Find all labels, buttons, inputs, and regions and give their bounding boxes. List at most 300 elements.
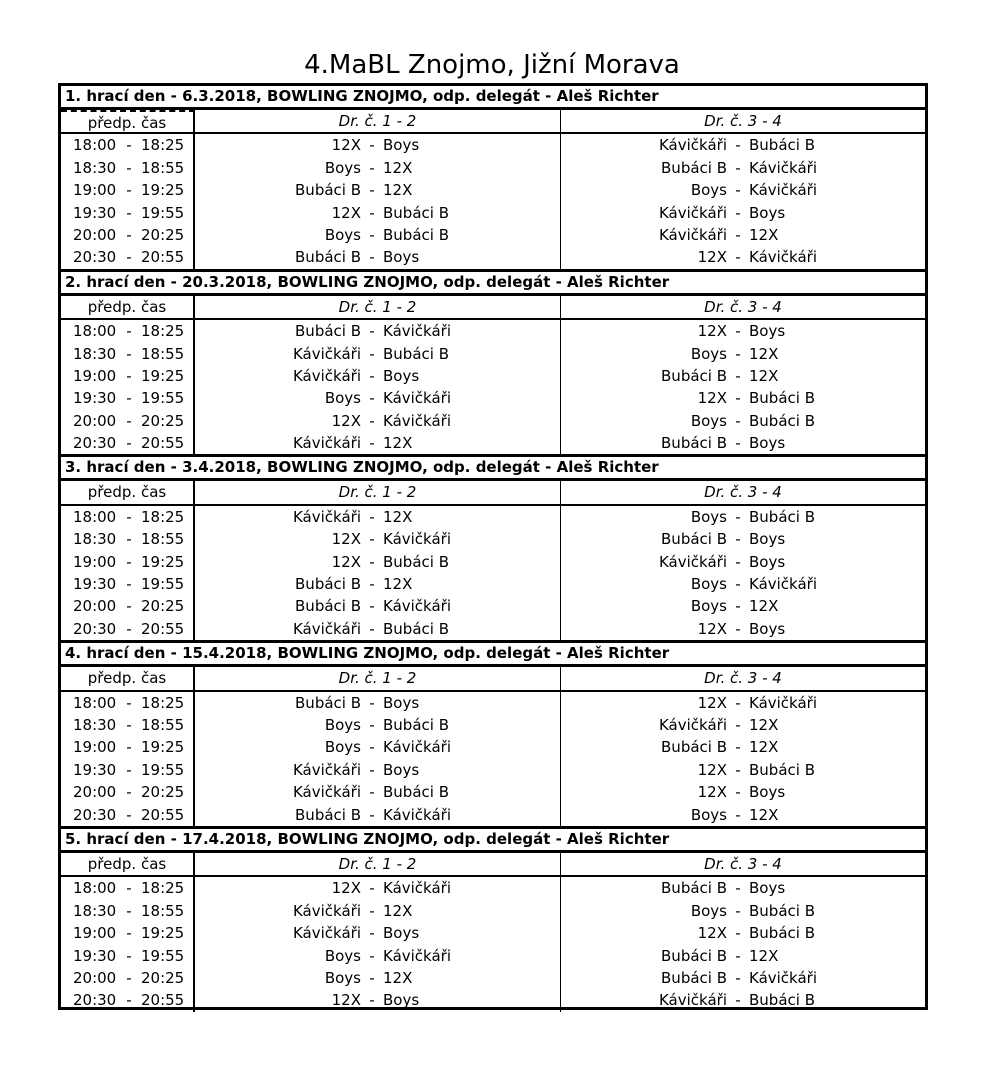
versus-separator: - <box>735 760 741 779</box>
start-time: 19:00 <box>73 366 117 385</box>
column-header-row <box>61 481 925 505</box>
lane-1-2-match <box>195 551 561 573</box>
start-time: 18:00 <box>73 693 117 712</box>
lane-3-4-match <box>561 365 925 387</box>
versus-separator: - <box>369 805 375 824</box>
home-team: Boys <box>324 968 361 987</box>
match-row <box>61 736 925 758</box>
home-team: 12X <box>697 760 727 779</box>
end-time: 19:55 <box>141 760 185 779</box>
time-separator: - <box>126 366 132 385</box>
end-time: 19:25 <box>141 738 185 757</box>
home-team: Kávičkáři <box>658 552 727 571</box>
versus-separator: - <box>735 552 741 571</box>
home-team: Boys <box>324 715 361 734</box>
lane-1-2-match <box>195 877 561 899</box>
lane-1-2-match <box>195 410 561 432</box>
time-cell <box>61 967 195 989</box>
start-time: 18:00 <box>73 879 117 898</box>
lane-3-4-match <box>561 804 925 826</box>
home-team: Boys <box>690 575 727 594</box>
match-row <box>61 343 925 365</box>
lane-3-4-match <box>561 759 925 781</box>
column-header-lane-3-4: Dr. č. 3 - 4 <box>704 297 782 316</box>
versus-separator: - <box>735 181 741 200</box>
day-block <box>61 269 925 455</box>
time-cell <box>61 922 195 944</box>
time-separator: - <box>126 619 132 638</box>
away-team: Boys <box>749 552 786 571</box>
match-row <box>61 595 925 617</box>
start-time: 20:00 <box>73 783 117 802</box>
away-team: Bubáci B <box>383 715 449 734</box>
home-team: Bubáci B <box>295 322 361 341</box>
match-row <box>61 157 925 179</box>
lane-1-2-match <box>195 804 561 826</box>
home-team: 12X <box>697 389 727 408</box>
home-team: Kávičkáři <box>292 344 361 363</box>
home-team: Kávičkáři <box>658 225 727 244</box>
away-team: Kávičkáři <box>749 968 818 987</box>
away-team: 12X <box>749 366 779 385</box>
versus-separator: - <box>369 530 375 549</box>
time-cell <box>61 246 195 268</box>
time-separator: - <box>126 552 132 571</box>
versus-separator: - <box>369 693 375 712</box>
match-row <box>61 989 925 1011</box>
column-header-lane-1-2: Dr. č. 1 - 2 <box>195 296 561 318</box>
away-team: Bubáci B <box>749 136 815 155</box>
versus-separator: - <box>369 946 375 965</box>
time-cell <box>61 781 195 803</box>
start-time: 19:30 <box>73 946 117 965</box>
time-cell <box>61 528 195 550</box>
time-separator: - <box>126 203 132 222</box>
match-row <box>61 551 925 573</box>
lane-3-4-match <box>561 714 925 736</box>
match-row <box>61 573 925 595</box>
match-row <box>61 945 925 967</box>
time-cell <box>61 320 195 342</box>
time-cell <box>61 551 195 573</box>
start-time: 20:00 <box>73 597 117 616</box>
end-time: 20:25 <box>141 783 185 802</box>
versus-separator: - <box>369 181 375 200</box>
away-team: Kávičkáři <box>383 738 452 757</box>
lane-3-4-match <box>561 618 925 640</box>
versus-separator: - <box>735 158 741 177</box>
home-team: Boys <box>690 507 727 526</box>
column-header-time: předp. čas <box>61 481 195 503</box>
away-team: Kávičkáři <box>383 805 452 824</box>
start-time: 18:30 <box>73 158 117 177</box>
match-row <box>61 714 925 736</box>
versus-separator: - <box>735 411 741 430</box>
versus-separator: - <box>735 597 741 616</box>
start-time: 18:30 <box>73 530 117 549</box>
match-row <box>61 528 925 550</box>
end-time: 19:55 <box>141 389 185 408</box>
start-time: 18:00 <box>73 136 117 155</box>
lane-1-2-match <box>195 692 561 714</box>
start-time: 19:00 <box>73 924 117 943</box>
versus-separator: - <box>735 203 741 222</box>
lane-1-2-match <box>195 900 561 922</box>
time-separator: - <box>126 879 132 898</box>
end-time: 20:25 <box>141 411 185 430</box>
home-team: Bubáci B <box>295 248 361 267</box>
versus-separator: - <box>735 136 741 155</box>
lane-3-4-match <box>561 989 925 1011</box>
end-time: 18:55 <box>141 901 185 920</box>
page-title: 4.MaBL Znojmo, Jižní Morava <box>304 50 680 80</box>
column-header-lane-3-4: Dr. č. 3 - 4 <box>704 669 782 688</box>
versus-separator: - <box>735 805 741 824</box>
match-row <box>61 320 925 342</box>
away-team: Boys <box>383 693 420 712</box>
time-cell <box>61 410 195 432</box>
column-header-row <box>61 110 925 134</box>
time-cell <box>61 387 195 409</box>
away-team: 12X <box>749 715 779 734</box>
away-team: 12X <box>383 575 413 594</box>
match-row <box>61 246 925 268</box>
match-row <box>61 877 925 899</box>
time-separator: - <box>126 248 132 267</box>
away-team: Bubáci B <box>749 991 815 1010</box>
home-team: Bubáci B <box>661 434 727 453</box>
start-time: 20:00 <box>73 968 117 987</box>
home-team: Boys <box>324 738 361 757</box>
match-row <box>61 387 925 409</box>
away-team: Bubáci B <box>749 389 815 408</box>
match-row <box>61 781 925 803</box>
versus-separator: - <box>735 991 741 1010</box>
versus-separator: - <box>369 322 375 341</box>
home-team: Kávičkáři <box>658 991 727 1010</box>
start-time: 20:30 <box>73 619 117 638</box>
away-team: Boys <box>749 434 786 453</box>
away-team: Bubáci B <box>749 901 815 920</box>
match-row <box>61 618 925 640</box>
home-team: 12X <box>331 203 361 222</box>
lane-3-4-match <box>561 900 925 922</box>
time-cell <box>61 365 195 387</box>
away-team: Bubáci B <box>749 924 815 943</box>
lane-3-4-match <box>561 528 925 550</box>
lane-1-2-match <box>195 320 561 342</box>
home-team: Bubáci B <box>661 946 727 965</box>
away-team: 12X <box>383 434 413 453</box>
end-time: 19:55 <box>141 946 185 965</box>
versus-separator: - <box>369 389 375 408</box>
lane-1-2-match <box>195 595 561 617</box>
lane-1-2-match <box>195 506 561 528</box>
match-row <box>61 365 925 387</box>
lane-3-4-match <box>561 692 925 714</box>
lane-3-4-match <box>561 781 925 803</box>
away-team: 12X <box>383 968 413 987</box>
home-team: Bubáci B <box>295 597 361 616</box>
lane-1-2-match <box>195 528 561 550</box>
column-header-time: předp. čas <box>61 296 195 318</box>
home-team: Boys <box>690 181 727 200</box>
away-team: Kávičkáři <box>383 389 452 408</box>
time-cell <box>61 618 195 640</box>
home-team: Boys <box>690 411 727 430</box>
end-time: 19:55 <box>141 575 185 594</box>
home-team: 12X <box>331 411 361 430</box>
time-separator: - <box>126 389 132 408</box>
home-team: Bubáci B <box>661 968 727 987</box>
end-time: 19:25 <box>141 552 185 571</box>
away-team: 12X <box>749 344 779 363</box>
column-header-lane-3-4: Dr. č. 3 - 4 <box>704 112 782 130</box>
match-row <box>61 967 925 989</box>
versus-separator: - <box>735 507 741 526</box>
versus-separator: - <box>735 248 741 267</box>
time-separator: - <box>126 783 132 802</box>
versus-separator: - <box>369 136 375 155</box>
lane-3-4-match <box>561 246 925 268</box>
end-time: 18:55 <box>141 530 185 549</box>
start-time: 18:00 <box>73 507 117 526</box>
match-row <box>61 134 925 156</box>
away-team: 12X <box>749 225 779 244</box>
end-time: 20:55 <box>141 991 185 1010</box>
versus-separator: - <box>369 203 375 222</box>
away-team: Boys <box>383 136 420 155</box>
day-header: 2. hrací den - 20.3.2018, BOWLING ZNOJMO, odp. delegát - Aleš Richter <box>61 269 925 296</box>
away-team: Bubáci B <box>383 552 449 571</box>
time-separator: - <box>126 805 132 824</box>
end-time: 18:55 <box>141 344 185 363</box>
time-separator: - <box>126 946 132 965</box>
away-team: Bubáci B <box>383 344 449 363</box>
time-separator: - <box>126 530 132 549</box>
end-time: 19:55 <box>141 203 185 222</box>
away-team: 12X <box>749 946 779 965</box>
away-team: Bubáci B <box>749 760 815 779</box>
away-team: Bubáci B <box>383 225 449 244</box>
time-cell <box>61 506 195 528</box>
versus-separator: - <box>735 530 741 549</box>
away-team: Boys <box>383 924 420 943</box>
lane-1-2-match <box>195 202 561 224</box>
away-team: Kávičkáři <box>383 879 452 898</box>
away-team: Boys <box>749 783 786 802</box>
home-team: 12X <box>331 530 361 549</box>
away-team: Kávičkáři <box>383 530 452 549</box>
day-block <box>61 826 925 1012</box>
versus-separator: - <box>735 575 741 594</box>
away-team: Boys <box>749 619 786 638</box>
match-row <box>61 224 925 246</box>
versus-separator: - <box>369 901 375 920</box>
day-block <box>61 640 925 826</box>
time-cell <box>61 224 195 246</box>
end-time: 20:55 <box>141 805 185 824</box>
away-team: Bubáci B <box>383 203 449 222</box>
away-team: Boys <box>383 366 420 385</box>
lane-1-2-match <box>195 781 561 803</box>
match-row <box>61 692 925 714</box>
versus-separator: - <box>735 968 741 987</box>
time-cell <box>61 804 195 826</box>
match-row <box>61 506 925 528</box>
home-team: Boys <box>690 805 727 824</box>
end-time: 18:25 <box>141 879 185 898</box>
time-cell <box>61 692 195 714</box>
away-team: Kávičkáři <box>749 181 818 200</box>
end-time: 19:25 <box>141 924 185 943</box>
versus-separator: - <box>735 366 741 385</box>
lane-3-4-match <box>561 387 925 409</box>
versus-separator: - <box>369 225 375 244</box>
away-team: Bubáci B <box>383 783 449 802</box>
lane-3-4-match <box>561 506 925 528</box>
away-team: 12X <box>749 597 779 616</box>
lane-3-4-match <box>561 320 925 342</box>
away-team: 12X <box>749 738 779 757</box>
day-block <box>61 454 925 640</box>
home-team: 12X <box>697 693 727 712</box>
start-time: 19:00 <box>73 181 117 200</box>
lane-3-4-match <box>561 202 925 224</box>
time-separator: - <box>126 597 132 616</box>
home-team: Boys <box>324 225 361 244</box>
versus-separator: - <box>369 760 375 779</box>
home-team: 12X <box>697 248 727 267</box>
column-header-lane-1-2: Dr. č. 1 - 2 <box>195 853 561 875</box>
column-header-lane-3-4: Dr. č. 3 - 4 <box>704 483 782 502</box>
away-team: Kávičkáři <box>749 693 818 712</box>
end-time: 20:55 <box>141 619 185 638</box>
start-time: 20:30 <box>73 434 117 453</box>
away-team: Boys <box>383 991 420 1010</box>
column-header-lane-1-2: Dr. č. 1 - 2 <box>195 481 561 503</box>
versus-separator: - <box>369 411 375 430</box>
versus-separator: - <box>735 879 741 898</box>
time-separator: - <box>126 760 132 779</box>
home-team: Kávičkáři <box>658 715 727 734</box>
lane-1-2-match <box>195 432 561 454</box>
away-team: Kávičkáři <box>383 322 452 341</box>
home-team: 12X <box>331 879 361 898</box>
home-team: Kávičkáři <box>292 924 361 943</box>
away-team: 12X <box>383 181 413 200</box>
versus-separator: - <box>369 575 375 594</box>
lane-1-2-match <box>195 922 561 944</box>
day-block <box>61 86 925 269</box>
time-cell <box>61 900 195 922</box>
home-team: Kávičkáři <box>292 901 361 920</box>
lane-3-4-match <box>561 551 925 573</box>
home-team: Bubáci B <box>661 530 727 549</box>
versus-separator: - <box>735 924 741 943</box>
day-header: 3. hrací den - 3.4.2018, BOWLING ZNOJMO, odp. delegát - Aleš Richter <box>61 454 925 481</box>
time-separator: - <box>126 901 132 920</box>
start-time: 19:00 <box>73 738 117 757</box>
end-time: 18:25 <box>141 322 185 341</box>
time-separator: - <box>126 344 132 363</box>
match-row <box>61 179 925 201</box>
end-time: 18:25 <box>141 693 185 712</box>
versus-separator: - <box>735 738 741 757</box>
home-team: Bubáci B <box>295 805 361 824</box>
start-time: 18:30 <box>73 715 117 734</box>
column-header-row <box>61 667 925 691</box>
time-separator: - <box>126 136 132 155</box>
home-team: Kávičkáři <box>292 366 361 385</box>
away-team: Kávičkáři <box>383 946 452 965</box>
lane-1-2-match <box>195 179 561 201</box>
time-cell <box>61 573 195 595</box>
away-team: Kávičkáři <box>383 597 452 616</box>
versus-separator: - <box>369 366 375 385</box>
home-team: Kávičkáři <box>292 619 361 638</box>
end-time: 20:55 <box>141 434 185 453</box>
start-time: 19:30 <box>73 760 117 779</box>
home-team: Boys <box>690 344 727 363</box>
lane-1-2-match <box>195 157 561 179</box>
lane-3-4-match <box>561 967 925 989</box>
versus-separator: - <box>735 901 741 920</box>
time-separator: - <box>126 507 132 526</box>
home-team: Bubáci B <box>295 181 361 200</box>
start-time: 20:00 <box>73 411 117 430</box>
home-team: Bubáci B <box>661 738 727 757</box>
home-team: 12X <box>697 924 727 943</box>
lane-1-2-match <box>195 967 561 989</box>
lane-1-2-match <box>195 365 561 387</box>
home-team: Kávičkáři <box>658 203 727 222</box>
column-header-time: předp. čas <box>61 667 195 689</box>
end-time: 19:25 <box>141 181 185 200</box>
column-header-time: předp. čas <box>61 110 195 132</box>
start-time: 20:30 <box>73 805 117 824</box>
away-team: Bubáci B <box>749 507 815 526</box>
lane-1-2-match <box>195 573 561 595</box>
lane-3-4-match <box>561 224 925 246</box>
versus-separator: - <box>735 693 741 712</box>
time-cell <box>61 759 195 781</box>
column-header-row <box>61 296 925 320</box>
start-time: 18:00 <box>73 322 117 341</box>
home-team: Bubáci B <box>661 879 727 898</box>
home-team: 12X <box>331 991 361 1010</box>
versus-separator: - <box>369 991 375 1010</box>
time-separator: - <box>126 575 132 594</box>
match-row <box>61 410 925 432</box>
column-header-row <box>61 853 925 877</box>
lane-1-2-match <box>195 618 561 640</box>
match-row <box>61 759 925 781</box>
end-time: 18:55 <box>141 158 185 177</box>
lane-3-4-match <box>561 922 925 944</box>
home-team: Boys <box>690 901 727 920</box>
home-team: Kávičkáři <box>658 136 727 155</box>
away-team: Boys <box>749 322 786 341</box>
time-cell <box>61 989 195 1011</box>
versus-separator: - <box>735 715 741 734</box>
versus-separator: - <box>369 597 375 616</box>
time-separator: - <box>126 693 132 712</box>
time-separator: - <box>126 225 132 244</box>
end-time: 20:25 <box>141 225 185 244</box>
start-time: 20:30 <box>73 248 117 267</box>
start-time: 19:30 <box>73 389 117 408</box>
